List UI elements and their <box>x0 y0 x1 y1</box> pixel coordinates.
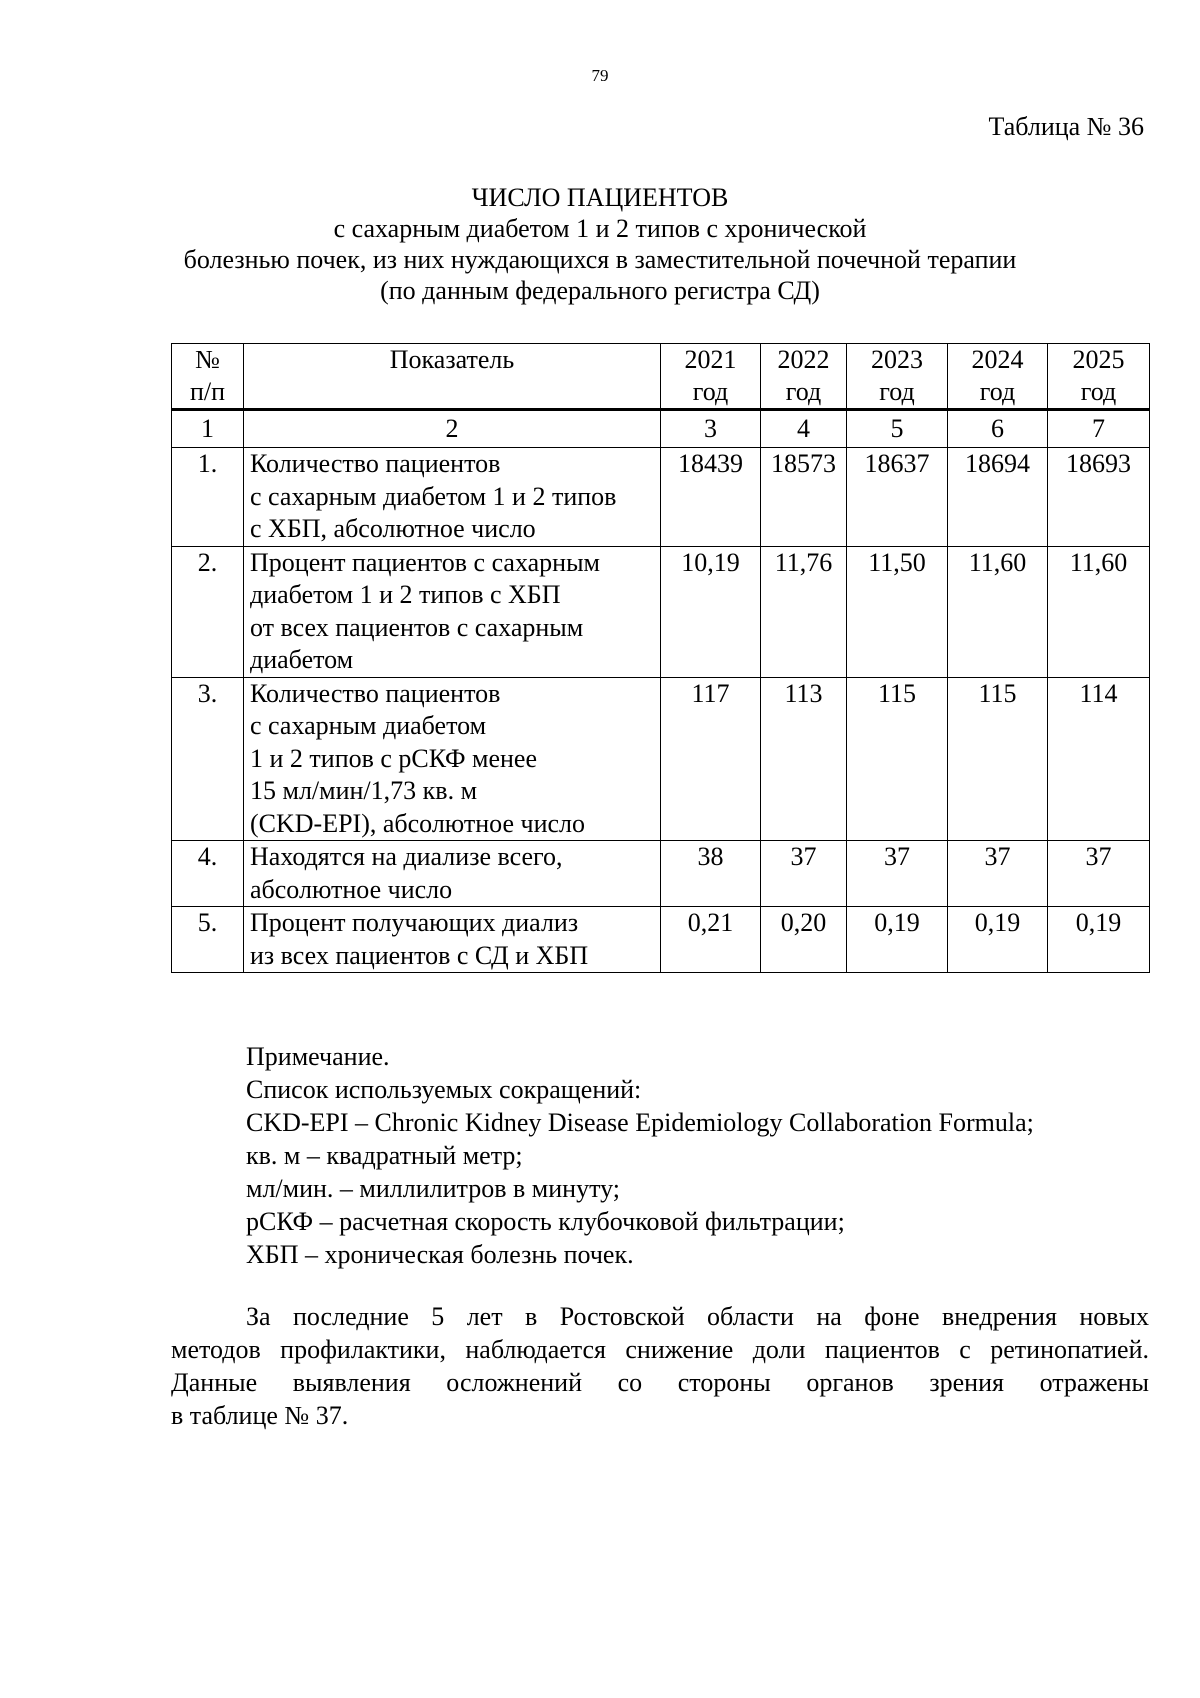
row-indicator <box>244 448 661 547</box>
note-block <box>246 1040 1034 1271</box>
abbreviations-heading: Список используемых сокращений: <box>246 1075 642 1104</box>
row-number: 4. <box>172 841 244 907</box>
value-2021: 0,21 <box>661 907 761 973</box>
indicator-line: диабетом 1 и 2 типов с ХБП <box>250 580 561 609</box>
row-indicator <box>244 907 661 973</box>
header-row <box>172 344 1150 410</box>
value-2025: 37 <box>1048 841 1150 907</box>
table-row <box>172 841 1150 907</box>
indicator-line: с сахарным диабетом 1 и 2 типов <box>250 481 617 511</box>
column-number: 6 <box>948 410 1048 448</box>
page-number: 79 <box>591 66 609 85</box>
value-2023: 0,19 <box>847 907 948 973</box>
table-title <box>0 182 1200 306</box>
row-indicator <box>244 841 661 907</box>
value-2021: 18439 <box>661 448 761 547</box>
column-number: 4 <box>761 410 847 448</box>
table-row <box>172 546 1150 677</box>
value-2025: 11,60 <box>1048 546 1150 677</box>
value-2022: 113 <box>761 677 847 841</box>
value-2024: 0,19 <box>948 907 1048 973</box>
row-indicator <box>244 677 661 841</box>
header-year-unit: год <box>1080 377 1117 406</box>
value-2022: 0,20 <box>761 907 847 973</box>
indicator-line: Процент получающих диализ <box>250 908 579 937</box>
value-2021: 10,19 <box>661 546 761 677</box>
header-year: 2022 <box>777 345 830 374</box>
abbreviation-item: мл/мин. – миллилитров в минуту; <box>246 1174 620 1203</box>
header-year-2021 <box>661 344 761 410</box>
abbreviation-item: кв. м – квадратный метр; <box>246 1141 523 1170</box>
indicator-line: диабетом <box>250 645 354 674</box>
title-line-1: ЧИСЛО ПАЦИЕНТОВ <box>471 183 729 212</box>
table-row <box>172 448 1150 547</box>
header-year: 2021 <box>684 345 737 374</box>
patients-table <box>171 343 1150 973</box>
paragraph-text: За последние 5 лет в Ростовской области на фоне внедрения новых <box>246 1302 1149 1331</box>
column-number: 1 <box>172 410 244 448</box>
header-num-line2: п/п <box>189 377 226 406</box>
table-number: Таблица № 36 <box>988 112 1144 141</box>
row-number: 2. <box>172 546 244 677</box>
indicator-line: (CKD-EPI), абсолютное число <box>250 808 586 838</box>
paragraph-line-last: в таблице № 37. <box>171 1401 349 1430</box>
header-num <box>172 344 244 410</box>
column-number: 5 <box>847 410 948 448</box>
header-year-unit: год <box>785 377 822 406</box>
header-year-2023 <box>847 344 948 410</box>
header-year: 2024 <box>971 345 1024 374</box>
indicator-line: Количество пациентов <box>250 449 501 478</box>
value-2023: 11,50 <box>847 546 948 677</box>
row-number: 1. <box>172 448 244 547</box>
row-number: 5. <box>172 907 244 973</box>
value-2022: 37 <box>761 841 847 907</box>
value-2022: 11,76 <box>761 546 847 677</box>
abbreviation-item: CKD-EPI – Chronic Kidney Disease Epidemiology Collaboration Formula; <box>246 1108 1034 1137</box>
indicator-line: Количество пациентов <box>250 678 501 708</box>
header-year-2024 <box>948 344 1048 410</box>
value-2023: 115 <box>847 677 948 841</box>
header-indicator: Показатель <box>244 344 661 410</box>
value-2025: 0,19 <box>1048 907 1150 973</box>
paragraph-line: методов профилактики, наблюдается снижение доли пациентов с ретинопатией. <box>171 1335 1149 1364</box>
title-line-3: болезнью почек, из них нуждающихся в заместительной почечной терапии <box>183 245 1017 274</box>
column-number: 7 <box>1048 410 1150 448</box>
value-2021: 117 <box>661 677 761 841</box>
column-number: 2 <box>244 410 661 448</box>
header-year-2022 <box>761 344 847 410</box>
header-year-unit: год <box>879 377 915 406</box>
indicator-line: абсолютное число <box>250 874 453 904</box>
header-year: 2025 <box>1072 345 1125 374</box>
indicator-line: 1 и 2 типов с рСКФ менее <box>250 743 537 773</box>
indicator-line: Процент пациентов с сахарным <box>250 547 601 577</box>
value-2024: 37 <box>948 841 1048 907</box>
body-paragraph <box>171 1300 1149 1432</box>
value-2021: 38 <box>661 841 761 907</box>
indicator-line: из всех пациентов с СД и ХБП <box>250 940 589 970</box>
header-year-unit: год <box>979 377 1016 406</box>
value-2024: 115 <box>948 677 1048 841</box>
indicator-line: от всех пациентов с сахарным <box>250 612 584 642</box>
value-2025: 18693 <box>1048 448 1150 547</box>
value-2025: 114 <box>1048 677 1150 841</box>
value-2023: 18637 <box>847 448 948 547</box>
row-number: 3. <box>172 677 244 841</box>
abbreviation-item: рСКФ – расчетная скорость клубочковой фильтрации; <box>246 1207 845 1236</box>
value-2024: 11,60 <box>948 546 1048 677</box>
value-2024: 18694 <box>948 448 1048 547</box>
paragraph-line-first <box>171 1300 1149 1333</box>
column-number: 3 <box>661 410 761 448</box>
indicator-line: с ХБП, абсолютное число <box>250 514 536 543</box>
title-line-2: с сахарным диабетом 1 и 2 типов с хронической <box>333 214 867 243</box>
abbreviation-item: ХБП – хроническая болезнь почек. <box>246 1240 634 1269</box>
header-year-2025 <box>1048 344 1150 410</box>
row-indicator <box>244 546 661 677</box>
paragraph-line: Данные выявления осложнений со стороны органов зрения отражены <box>171 1368 1149 1397</box>
indicator-line: с сахарным диабетом <box>250 711 487 740</box>
table-row <box>172 677 1150 841</box>
title-line-4: (по данным федерального регистра СД) <box>380 276 820 305</box>
indicator-line: 15 мл/мин/1,73 кв. м <box>250 776 478 805</box>
indicator-line: Находятся на диализе всего, <box>250 842 563 871</box>
note-heading: Примечание. <box>246 1042 390 1071</box>
header-year: 2023 <box>871 345 923 374</box>
table-row <box>172 907 1150 973</box>
value-2022: 18573 <box>761 448 847 547</box>
header-year-unit: год <box>692 377 729 406</box>
column-number-row <box>172 410 1150 448</box>
header-num-line1: № <box>195 345 220 374</box>
value-2023: 37 <box>847 841 948 907</box>
